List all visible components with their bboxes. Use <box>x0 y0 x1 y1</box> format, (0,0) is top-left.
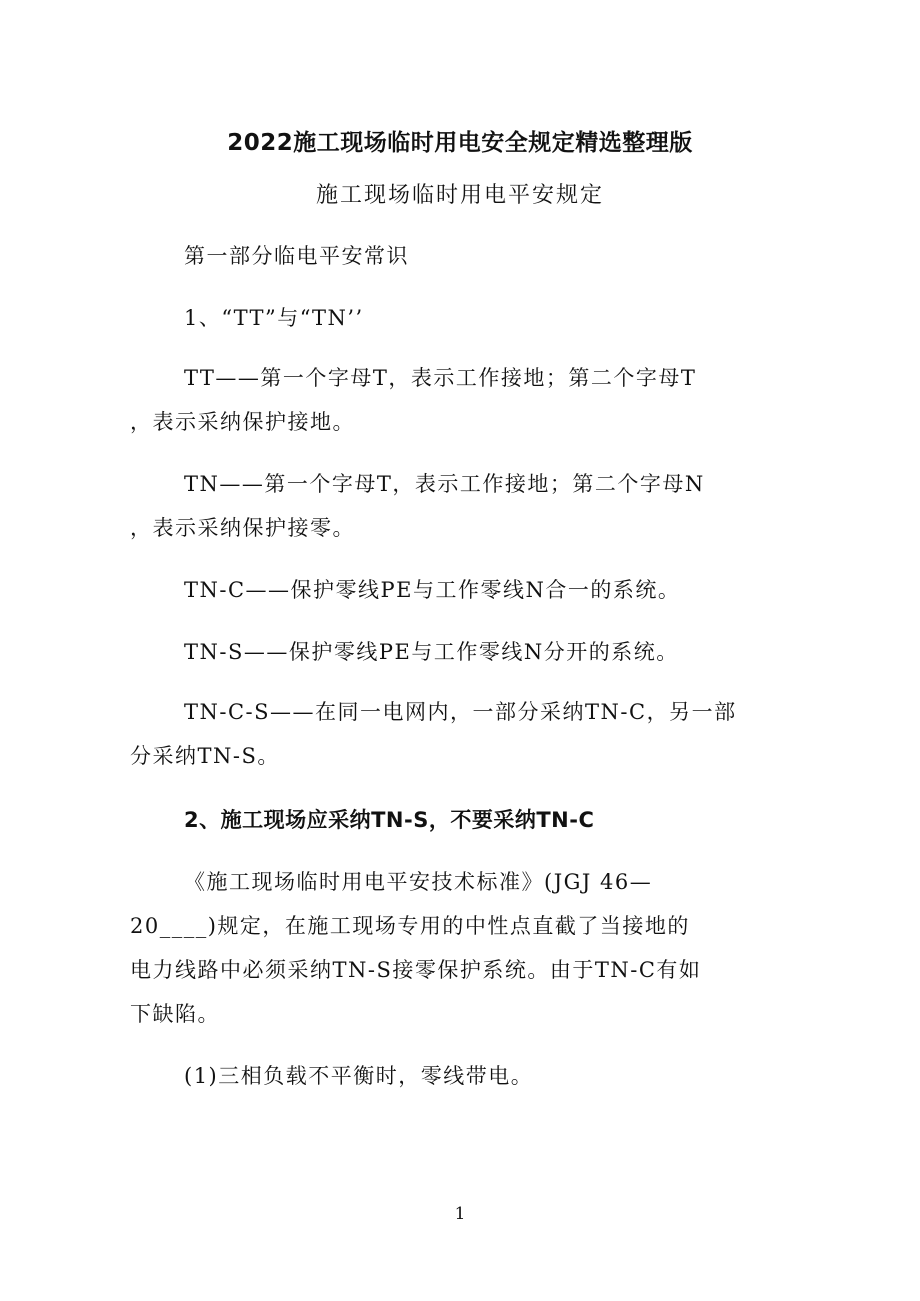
paragraph-line: 20____)规定，在施工现场专用的中性点直截了当接地的 <box>130 914 690 938</box>
document-subtitle: 施工现场临时用电平安规定 <box>315 183 604 208</box>
paragraph-line: 分采纳TN-S。 <box>130 744 280 768</box>
paragraph-line: TT——第一个字母T，表示工作接地；第二个字母T <box>184 366 697 390</box>
paragraph-line: TN-C-S——在同一电网内，一部分采纳TN-C，另一部 <box>184 700 737 724</box>
item-heading-1: 1、“TT”与“TN’’ <box>184 306 364 330</box>
item-heading-2: 2、施工现场应采纳TN-S，不要采纳TN-C <box>184 808 595 832</box>
paragraph-line: ，表示采纳保护接零。 <box>130 516 355 540</box>
paragraph-line: 电力线路中必须采纳TN-S接零保护系统。由于TN-C有如 <box>130 958 702 982</box>
paragraph-line: TN-C——保护零线PE与工作零线N合一的系统。 <box>184 578 681 602</box>
paragraph-line: 下缺陷。 <box>130 1002 220 1026</box>
section-heading-1: 第一部分临电平安常识 <box>184 244 409 268</box>
paragraph-line: TN-S——保护零线PE与工作零线N分开的系统。 <box>184 640 679 664</box>
paragraph-line: ，表示采纳保护接地。 <box>130 410 355 434</box>
paragraph-line: 《施工现场临时用电平安技术标准》(JGJ 46— <box>184 870 653 894</box>
list-item: (1)三相负载不平衡时，零线带电。 <box>184 1064 534 1088</box>
document-title: 2022施工现场临时用电安全规定精选整理版 <box>227 130 693 156</box>
page-number: 1 <box>454 1204 466 1224</box>
paragraph-line: TN——第一个字母T，表示工作接地；第二个字母N <box>184 472 705 496</box>
